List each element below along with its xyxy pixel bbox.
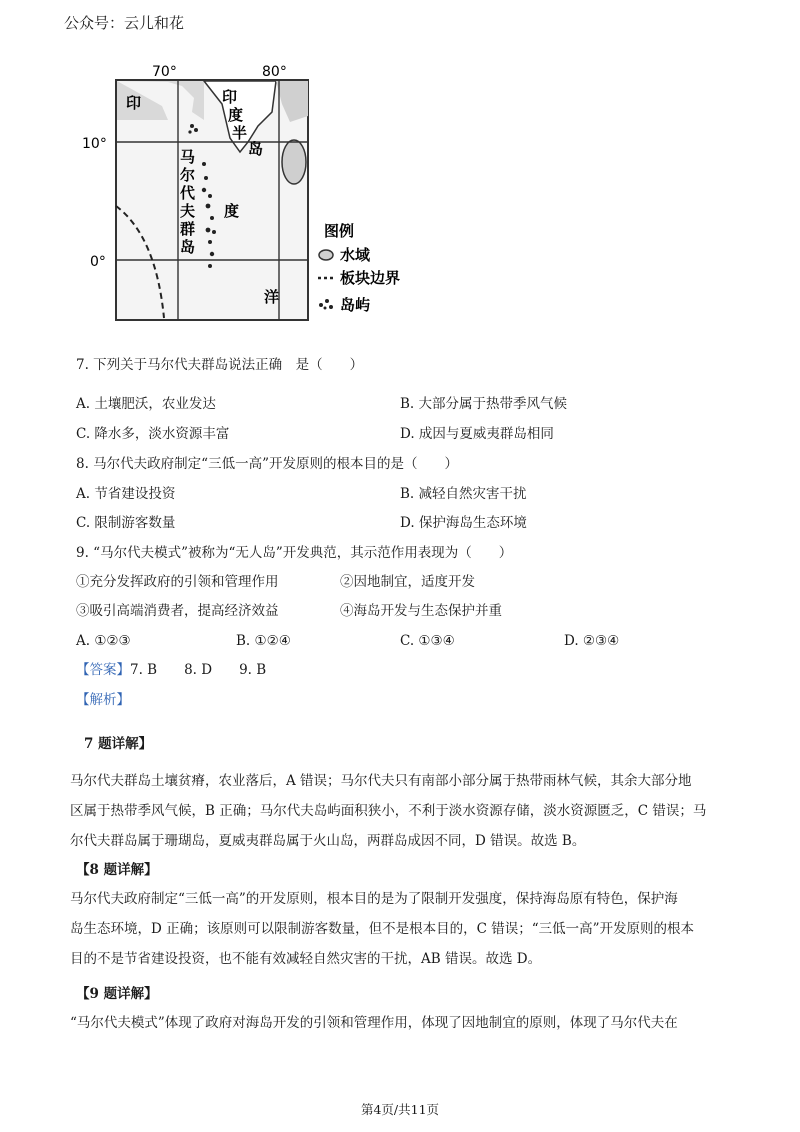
- detail7-line-1: 马尔代夫群岛土壤贫瘠，农业落后，A 错误；马尔代夫只有南部小部分属于热带雨林气候，其余大部分地: [70, 773, 692, 789]
- maldives-map: [72, 56, 432, 326]
- question-8-stem: 8. 马尔代夫政府制定“三低一高”开发原则的根本目的是（ ）: [76, 456, 458, 472]
- region-label-yang: 洋: [264, 288, 280, 306]
- detail8-title: 【8 题详解】: [76, 862, 158, 878]
- answer-label: 【答案】: [76, 662, 130, 678]
- peninsula-char-2: 度: [228, 106, 244, 124]
- maldives-char-4: 夫: [180, 202, 196, 220]
- maldives-char-2: 尔: [180, 166, 196, 184]
- answer-text: 7. B 8. D 9. B: [130, 662, 267, 678]
- detail7-line-3: 尔代夫群岛属于珊瑚岛，夏威夷群岛属于火山岛，两群岛成因不同，D 错误。故选 B。: [70, 833, 586, 849]
- island-dots-icon: [319, 299, 333, 310]
- sri-lanka-shape: [282, 140, 306, 184]
- detail8-body: [70, 884, 736, 974]
- q9-statement-3: ③吸引高端消费者，提高经济效益: [76, 603, 279, 619]
- page-footer: 第4页/共11页: [360, 1102, 440, 1117]
- legend-title: 图例: [324, 222, 355, 240]
- lat-label-10: 10°: [82, 136, 107, 152]
- q8-option-b: B. 减轻自然灾害干扰: [400, 486, 527, 502]
- detail7-body: [70, 766, 736, 856]
- region-label-yin: 印: [126, 94, 142, 112]
- detail7-line-2: 区属于热带季风气候，B 正确；马尔代夫岛屿面积狭小，不利于淡水资源存储，淡水资源匮乏，C 错误；马: [70, 803, 707, 819]
- detail8-line-3: 目的不是节省建设投资，也不能有效减轻自然灾害的干扰，AB 错误。故选 D。: [70, 951, 542, 967]
- answer-row: [76, 660, 266, 680]
- detail9-title: 【9 题详解】: [76, 986, 158, 1002]
- detail9-body: [70, 1008, 736, 1038]
- peninsula-char-1: 印: [222, 88, 238, 106]
- water-ellipse-icon: [319, 250, 333, 260]
- maldives-char-5: 群: [180, 220, 196, 238]
- q9-option-d: D. ②③④: [564, 633, 620, 649]
- q7-option-b: B. 大部分属于热带季风气候: [400, 396, 568, 412]
- account-header: 公众号：云儿和花: [64, 14, 185, 32]
- q9-statement-4: ④海岛开发与生态保护并重: [340, 603, 502, 619]
- q9-statement-2: ②因地制宜，适度开发: [340, 574, 475, 590]
- legend-boundary: 板块边界: [340, 269, 401, 287]
- q8-option-a: A. 节省建设投资: [76, 486, 176, 502]
- lat-label-0: 0°: [90, 254, 106, 270]
- lon-label-70: 70°: [152, 64, 177, 80]
- legend-island: 岛屿: [340, 296, 371, 314]
- legend-water: 水域: [340, 246, 371, 264]
- q7-option-a: A. 土壤肥沃，农业发达: [76, 396, 216, 412]
- q9-option-a: A. ①②③: [76, 633, 131, 649]
- q7-option-d: D. 成因与夏威夷群岛相同: [400, 426, 554, 442]
- maldives-char-6: 岛: [180, 238, 196, 256]
- question-9-stem: 9. “马尔代夫模式”被称为“无人岛”开发典范，其示范作用表现为（ ）: [76, 545, 513, 561]
- peninsula-char-4: 岛: [248, 140, 264, 158]
- lon-label-80: 80°: [262, 64, 287, 80]
- analysis-label: 【解析】: [76, 692, 130, 708]
- q9-statement-1: ①充分发挥政府的引领和管理作用: [76, 574, 279, 590]
- maldives-char-1: 马: [180, 148, 196, 166]
- q7-option-c: C. 降水多，淡水资源丰富: [76, 426, 230, 442]
- detail8-line-1: 马尔代夫政府制定“三低一高”的开发原则，根本目的是为了限制开发强度，保持海岛原有特色，保护海: [70, 891, 678, 907]
- detail9-line-1: “马尔代夫模式”体现了政府对海岛开发的引领和管理作用，体现了因地制宜的原则，体现了马尔代夫在: [70, 1015, 678, 1031]
- detail8-line-2: 岛生态环境，D 正确；该原则可以限制游客数量，但不是根本目的，C 错误；“三低一高”开发原则的根本: [70, 921, 695, 937]
- q9-option-b: B. ①②④: [236, 633, 291, 649]
- question-7-stem: 7. 下列关于马尔代夫群岛说法正确 是（ ）: [76, 357, 364, 373]
- q8-option-d: D. 保护海岛生态环境: [400, 515, 527, 531]
- q8-option-c: C. 限制游客数量: [76, 515, 176, 531]
- maldives-char-3: 代: [180, 184, 196, 202]
- region-label-du: 度: [224, 202, 240, 220]
- q9-option-c: C. ①③④: [400, 633, 455, 649]
- peninsula-char-3: 半: [232, 124, 248, 142]
- detail7-title: 7 题详解】: [84, 736, 153, 752]
